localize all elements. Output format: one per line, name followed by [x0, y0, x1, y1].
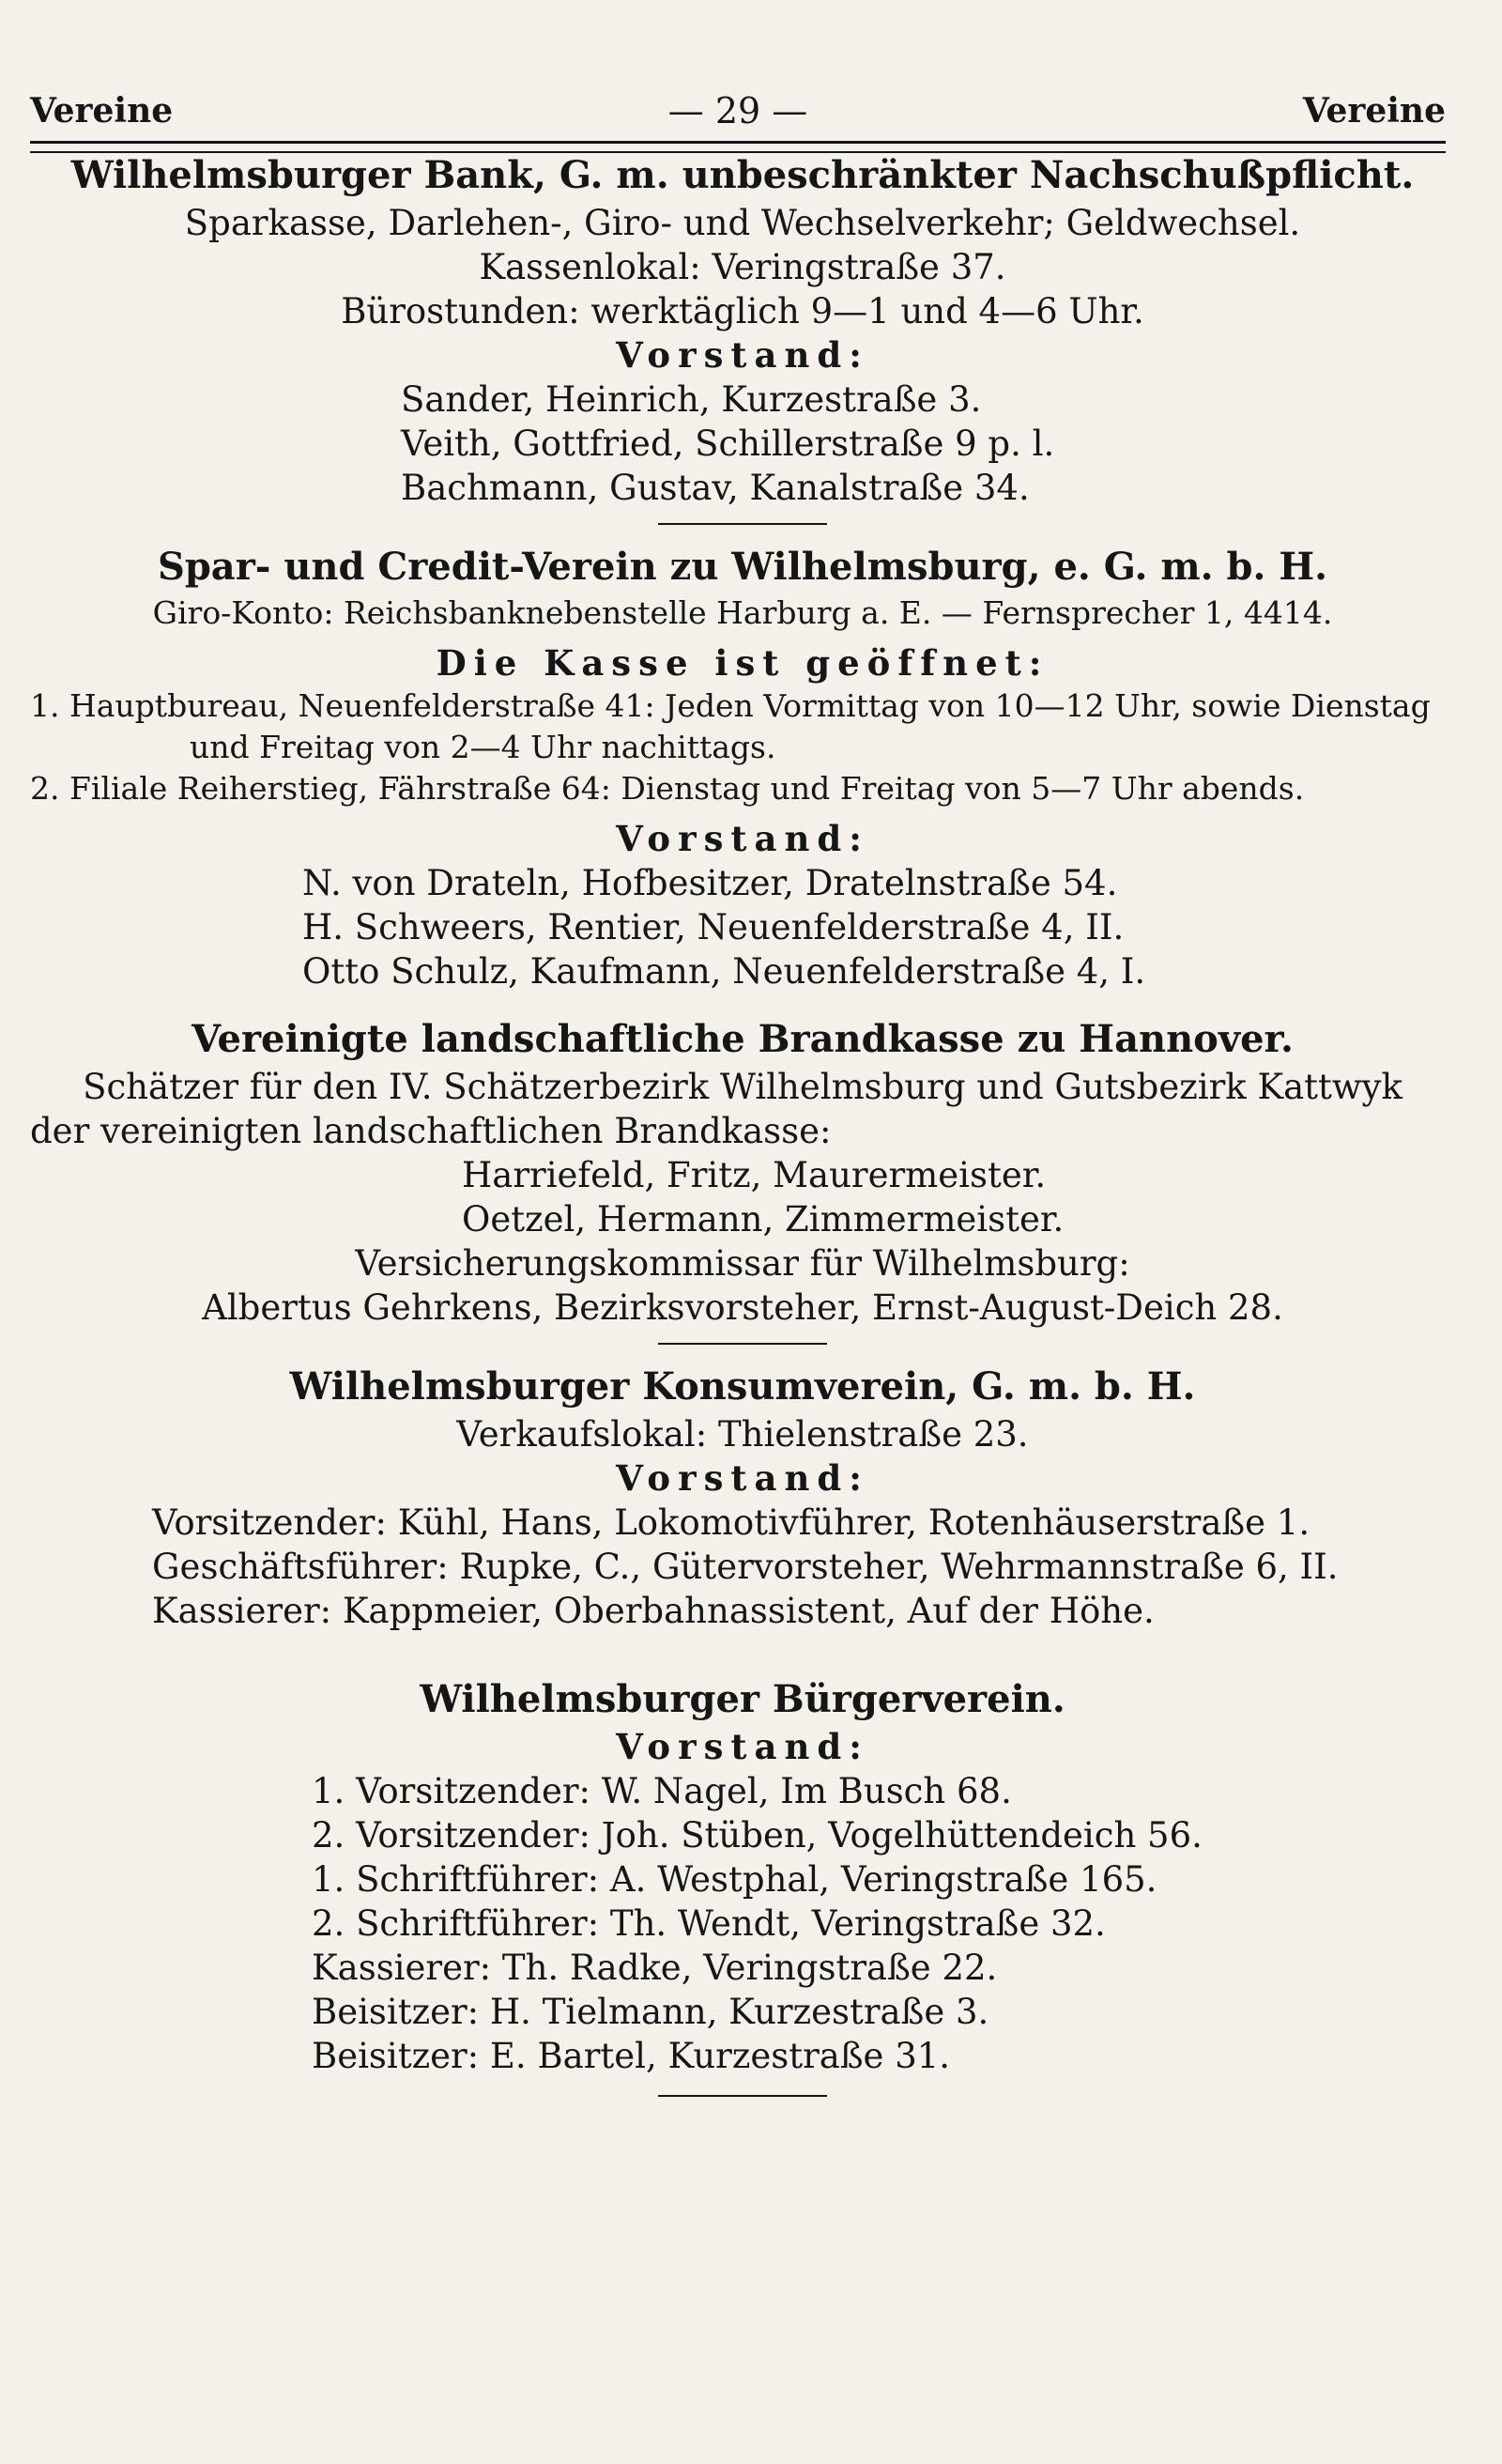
- spar-vorstand-list: [302, 861, 1455, 993]
- section-separator: [658, 1343, 827, 1345]
- section-separator: [658, 523, 827, 525]
- list-item: 2. Schriftführer: Th. Wendt, Veringstraße 32.: [312, 1903, 1106, 1944]
- brand-persons: [462, 1153, 1455, 1241]
- brand-title: Vereinigte landschaftliche Brandkasse zu Hannover.: [192, 1017, 1294, 1061]
- bank-vorstand-list: [401, 377, 1455, 510]
- section-spar: [30, 542, 1455, 993]
- list-item: Harriefeld, Fritz, Maurermeister.: [462, 1155, 1047, 1195]
- list-item: 2. Filiale Reiherstieg, Fährstraße 64: Dienstag und Freitag von 5—7 Uhr abends.: [30, 770, 1305, 807]
- brand-line1: Schätzer für den IV. Schätzerbezirk Wilhelmsburg und Gutsbezirk Kattwyk: [83, 1067, 1402, 1107]
- list-item: Oetzel, Hermann, Zimmermeister.: [462, 1199, 1065, 1240]
- brand-kommissar: Albertus Gehrkens, Bezirksvorsteher, Ernst-August-Deich 28.: [202, 1287, 1283, 1328]
- section-buergerverein: [30, 1674, 1455, 2078]
- spar-kasse-list: [30, 685, 1455, 809]
- list-item: Bachmann, Gustav, Kanalstraße 34.: [401, 468, 1030, 508]
- list-item: Vorsitzender: Kühl, Hans, Lokomotivführer, Rotenhäuserstraße 1.: [152, 1502, 1310, 1543]
- brand-line2: der vereinigten landschaftlichen Brandkasse:: [30, 1111, 832, 1151]
- bank-line3: Bürostunden: werktäglich 9—1 und 4—6 Uhr.: [341, 291, 1144, 331]
- page-number: — 29 —: [667, 90, 808, 131]
- buerger-vorstand-label: Vorstand:: [616, 1726, 869, 1767]
- list-item: 1. Vorsitzender: W. Nagel, Im Busch 68.: [312, 1771, 1012, 1811]
- buerger-vorstand-list: [312, 1769, 1455, 2078]
- list-item: Beisitzer: H. Tielmann, Kurzestraße 3.: [312, 1992, 989, 2032]
- list-item: Beisitzer: E. Bartel, Kurzestraße 31.: [312, 2036, 951, 2076]
- list-item: Veith, Gottfried, Schillerstraße 9 p. l.: [401, 424, 1055, 464]
- list-item: 1. Hauptbureau, Neuenfelderstraße 41: Jeden Vormittag von 10—12 Uhr, sowie Dienstag und Freitag von 2—4 Uhr nachittags.: [30, 687, 1431, 765]
- bank-vorstand-label: Vorstand:: [616, 334, 869, 376]
- header-right-title: Vereine: [1302, 91, 1446, 131]
- spar-kasse-label: Die Kasse ist geöffnet:: [436, 642, 1050, 684]
- spar-vorstand-label: Vorstand:: [616, 818, 869, 859]
- bank-line1: Sparkasse, Darlehen-, Giro- und Wechselverkehr; Geldwechsel.: [184, 203, 1301, 243]
- konsum-title: Wilhelmsburger Konsumverein, G. m. b. H.: [289, 1364, 1196, 1409]
- list-item: H. Schweers, Rentier, Neuenfelderstraße 4, II.: [302, 907, 1125, 947]
- konsum-vorstand-label: Vorstand:: [616, 1457, 869, 1499]
- list-item: 1. Schriftführer: A. Westphal, Veringstraße 165.: [312, 1859, 1157, 1900]
- list-item: Sander, Heinrich, Kurzestraße 3.: [401, 379, 982, 420]
- konsum-lokal: Verkaufslokal: Thielenstraße 23.: [456, 1414, 1029, 1455]
- list-item: Kassierer: Th. Radke, Veringstraße 22.: [312, 1948, 998, 1988]
- page-header: [30, 83, 1446, 139]
- konsum-vorstand-list: [152, 1501, 1455, 1633]
- brand-kommissar-label: Versicherungskommissar für Wilhelmsburg:: [355, 1243, 1130, 1284]
- page-content: [30, 150, 1455, 2114]
- list-item: Kassierer: Kappmeier, Oberbahnassistent, Auf der Höhe.: [152, 1591, 1155, 1631]
- header-left-title: Vereine: [30, 91, 174, 131]
- bank-line2: Kassenlokal: Veringstraße 37.: [479, 247, 1006, 287]
- list-item: 2. Vorsitzender: Joh. Stüben, Vogelhüttendeich 56.: [312, 1815, 1203, 1856]
- section-bank: [30, 150, 1455, 510]
- spar-title: Spar- und Credit-Verein zu Wilhelmsburg, e. G. m. b. H.: [157, 545, 1328, 589]
- list-item: N. von Drateln, Hofbesitzer, Dratelnstraße 54.: [302, 863, 1118, 903]
- list-item: Otto Schulz, Kaufmann, Neuenfelderstraße 4, I.: [302, 951, 1146, 992]
- section-separator: [658, 2095, 827, 2097]
- list-item: Geschäftsführer: Rupke, C., Gütervorsteher, Wehrmannstraße 6, II.: [152, 1547, 1339, 1587]
- section-brandkasse: [30, 1014, 1455, 1330]
- spar-giro: Giro-Konto: Reichsbanknebenstelle Harburg a. E. — Fernsprecher 1, 4414.: [152, 594, 1333, 631]
- bank-title: Wilhelmsburger Bank, G. m. unbeschränkter Nachschußpflicht.: [70, 153, 1415, 197]
- section-konsum: [30, 1362, 1455, 1633]
- buerger-title: Wilhelmsburger Bürgerverein.: [420, 1677, 1065, 1721]
